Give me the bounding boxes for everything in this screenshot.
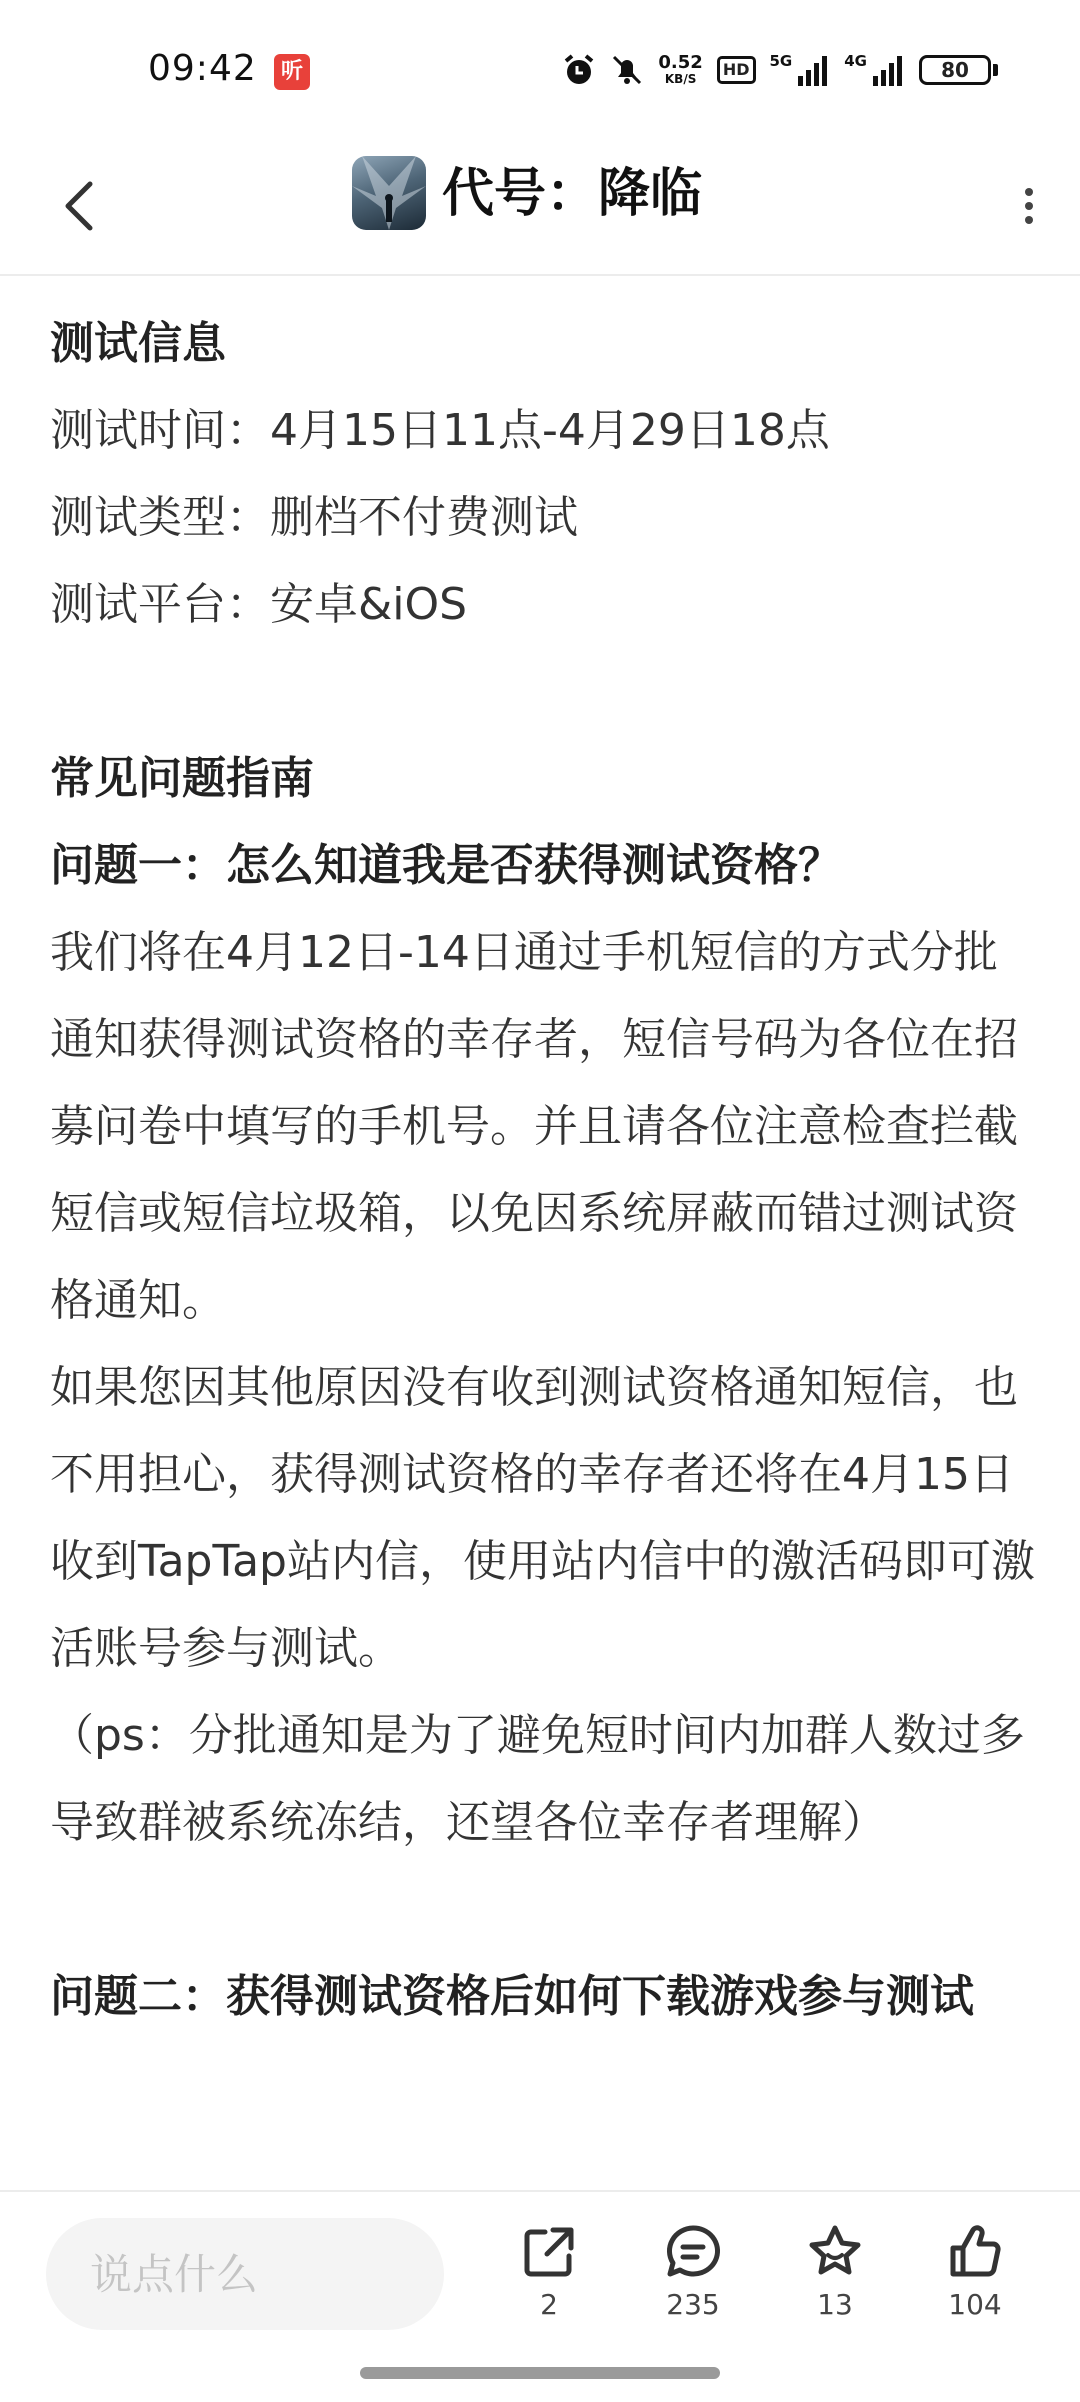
comment-count: 235 [666, 2288, 720, 2321]
mute-bell-icon [610, 53, 644, 87]
question-1-title: 问题一：怎么知道我是否获得测试资格？ [50, 840, 842, 891]
comment-icon [663, 2222, 723, 2282]
network-speed-unit: KB/S [664, 72, 697, 86]
signal-icon-2 [871, 54, 905, 86]
question-1-paragraph-1: 我们将在4月12日-14日通过手机短信的方式分批通知获得测试资格的幸存者，短信号码为各位在招募问卷中填写的手机号。并且请各位注意检查拦截短信或短信垃圾箱，以免因系统屏蔽而错过测试资格通知。 [50, 927, 1018, 1326]
alarm-icon [562, 53, 596, 87]
star-icon [805, 2222, 865, 2282]
question-2-title: 问题二：获得测试资格后如何下载游戏参与测试 [50, 1971, 974, 2022]
question-1-paragraph-3: （ps：分批通知是为了避免短时间内加群人数过多导致群被系统冻结，还望各位幸存者理解） [50, 1710, 1025, 1848]
network-speed-value: 0.52 [658, 52, 703, 73]
test-type: 测试类型：删档不付费测试 [50, 492, 578, 543]
spacer [50, 648, 1040, 735]
game-avatar[interactable] [352, 156, 426, 230]
chevron-left-icon [60, 178, 100, 234]
question-1-paragraph-2: 如果您因其他原因没有收到测试资格通知短信，也不用担心，获得测试资格的幸存者还将在4月15日收到TapTap站内信，使用站内信中的激活码即可激活账号参与测试。 [50, 1362, 1035, 1674]
network-type-4g: 4G [844, 52, 867, 70]
spacer [50, 1866, 1040, 1953]
status-bar [0, 0, 1080, 140]
page-title: 代号：降临 [442, 164, 703, 224]
favorite-button[interactable] [780, 2222, 890, 2321]
battery-tip [993, 64, 998, 76]
battery-level: 80 [941, 58, 969, 82]
share-button[interactable] [494, 2222, 604, 2321]
test-platform: 测试平台：安卓&iOS [50, 579, 468, 630]
battery-icon [919, 55, 991, 85]
app-header [0, 140, 1080, 276]
status-icons [562, 48, 998, 92]
test-info-heading: 测试信息 [50, 318, 226, 369]
signal-icon [796, 54, 830, 86]
status-time: 09:42 [148, 48, 257, 89]
network-type-5g: 5G [769, 52, 793, 70]
test-time: 测试时间：4月15日11点-4月29日18点 [50, 405, 830, 456]
listen-app-icon: 听 [274, 54, 310, 90]
comment-button[interactable] [638, 2222, 748, 2321]
more-button[interactable] [1004, 166, 1054, 246]
back-button[interactable] [40, 166, 120, 246]
more-vertical-icon [1023, 186, 1035, 226]
like-count: 104 [948, 2288, 1002, 2321]
home-indicator[interactable] [360, 2367, 720, 2379]
like-button[interactable] [920, 2222, 1030, 2321]
share-count: 2 [540, 2288, 558, 2321]
share-icon [519, 2222, 579, 2282]
article-content [50, 300, 1040, 2040]
comment-input[interactable] [46, 2218, 444, 2330]
hd-badge: HD [717, 56, 756, 84]
game-avatar-art [352, 156, 426, 230]
favorite-count: 13 [817, 2288, 853, 2321]
faq-heading: 常见问题指南 [50, 753, 314, 804]
thumbs-up-icon [945, 2222, 1005, 2282]
network-speed [658, 54, 702, 86]
